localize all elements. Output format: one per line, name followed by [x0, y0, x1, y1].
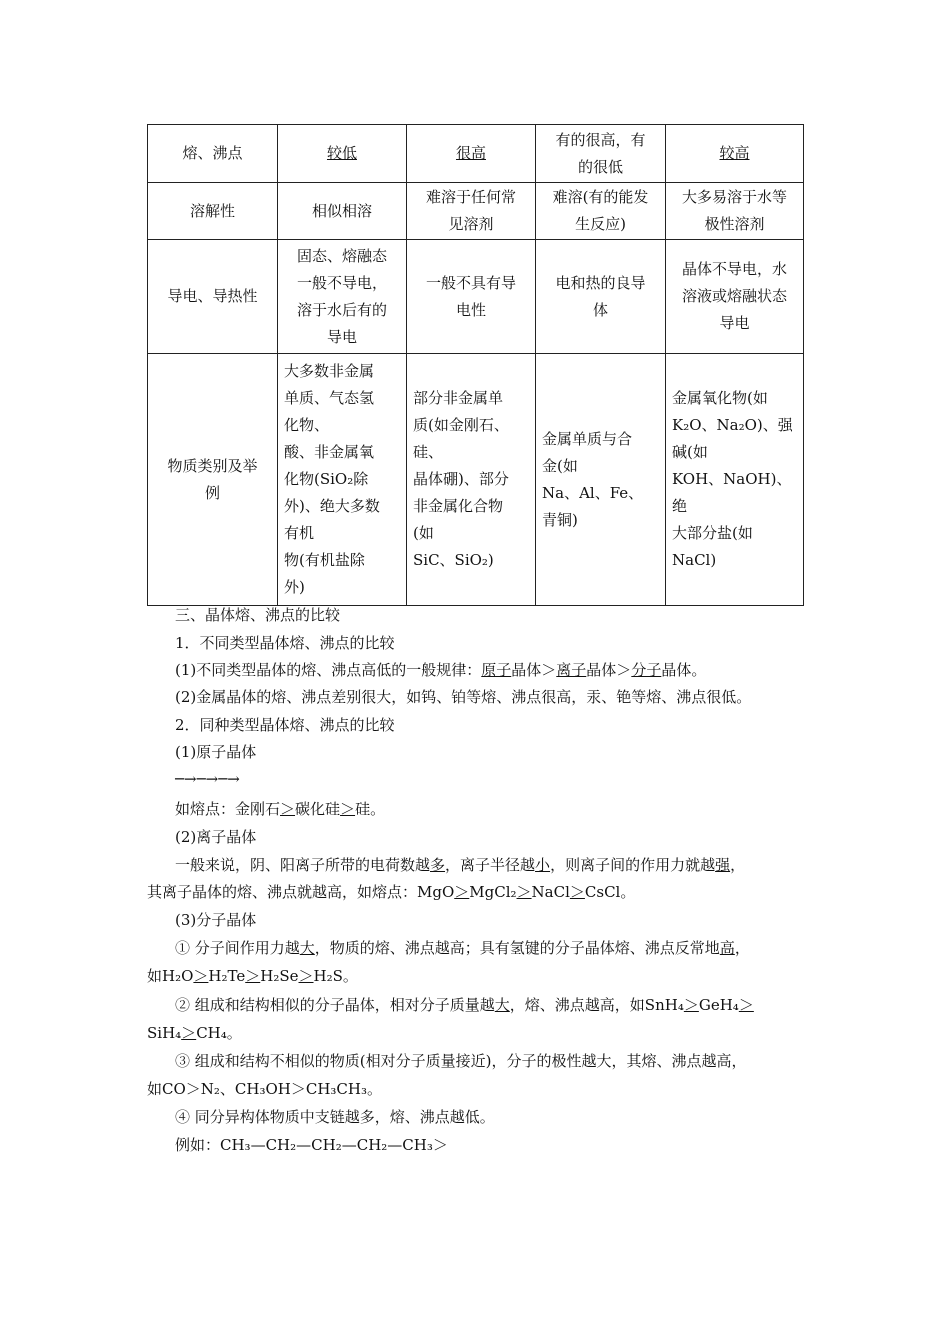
arrow-sequence: ─→─→─→ [175, 770, 240, 788]
subheading: (3)分子晶体 [175, 911, 257, 929]
paragraph: (1)不同类型晶体的熔、沸点高低的一般规律：原子晶体＞离子晶体＞分子晶体。 [175, 661, 707, 679]
paragraph: 如熔点：金刚石＞碳化硅＞硅。 [175, 800, 386, 818]
subheading: (2)离子晶体 [175, 828, 257, 846]
table-cell: 难溶于任何常 见溶剂 [407, 183, 536, 240]
table-cell: 部分非金属单 质(如金刚石、 硅、 晶体硼)、部分 非金属化合物 (如 SiC、SiO₂) [407, 354, 536, 606]
table-cell: 一般不具有导 电性 [407, 240, 536, 354]
table-cell: 晶体不导电，水 溶液或熔融状态 导电 [666, 240, 804, 354]
table-cell: 较低 [278, 125, 407, 183]
row-header: 导电、导热性 [148, 240, 278, 354]
table-cell: 有的很高，有 的很低 [536, 125, 666, 183]
paragraph: ③ 组成和结构不相似的物质(相对分子质量接近)，分子的极性越大，其熔、沸点越高， [175, 1052, 747, 1070]
row-header: 熔、沸点 [148, 125, 278, 183]
section-title: 三、晶体熔、沸点的比较 [175, 606, 341, 624]
table-cell: 金属氧化物(如 K₂O、Na₂O)、强 碱(如 KOH、NaOH)、绝 大部分盐(如 NaCl) [666, 354, 804, 606]
row-header: 溶解性 [148, 183, 278, 240]
subheading: (1)原子晶体 [175, 743, 257, 761]
heading-2: 2．同种类型晶体熔、沸点的比较 [175, 716, 395, 734]
paragraph: ① 分子间作用力越大，物质的熔、沸点越高；具有氢键的分子晶体熔、沸点反常地高， [175, 939, 750, 957]
paragraph: 其离子晶体的熔、沸点就越高，如熔点：MgO＞MgCl₂＞NaCl＞CsCl。 [147, 883, 636, 901]
paragraph: 如CO＞N₂、CH₃OH＞CH₃CH₃。 [147, 1080, 383, 1098]
paragraph: ② 组成和结构相似的分子晶体，相对分子质量越大，熔、沸点越高，如SnH₄＞GeH₄＞ [175, 996, 754, 1014]
row-header: 物质类别及举 例 [148, 354, 278, 606]
table-cell: 电和热的良导 体 [536, 240, 666, 354]
table-row [148, 240, 804, 354]
paragraph: 例如：CH₃—CH₂—CH₂—CH₂—CH₃＞ [175, 1136, 448, 1154]
table-row [148, 354, 804, 606]
table-cell: 较高 [666, 125, 804, 183]
table-cell: 固态、熔融态 一般不导电， 溶于水后有的 导电 [278, 240, 407, 354]
table-cell: 大多易溶于水等 极性溶剂 [666, 183, 804, 240]
table-cell: 很高 [407, 125, 536, 183]
paragraph: SiH₄＞CH₄。 [147, 1024, 242, 1042]
table-cell: 大多数非金属 单质、气态氢 化物、 酸、非金属氧 化物(SiO₂除 外)、绝大多数 有机 物(有机盐除 外) [278, 354, 407, 606]
paragraph: (2)金属晶体的熔、沸点差别很大，如钨、铂等熔、沸点很高，汞、铯等熔、沸点很低。 [175, 688, 752, 706]
crystal-properties-table [147, 124, 804, 606]
paragraph: 一般来说，阴、阳离子所带的电荷数越多，离子半径越小，则离子间的作用力就越强， [175, 856, 746, 874]
paragraph: ④ 同分异构体物质中支链越多，熔、沸点越低。 [175, 1108, 495, 1126]
table-row [148, 125, 804, 183]
table-row [148, 183, 804, 240]
table-cell: 相似相溶 [278, 183, 407, 240]
table-cell: 金属单质与合 金(如 Na、Al、Fe、 青铜) [536, 354, 666, 606]
heading-1: 1．不同类型晶体熔、沸点的比较 [175, 634, 395, 652]
table-cell: 难溶(有的能发 生反应) [536, 183, 666, 240]
paragraph: 如H₂O＞H₂Te＞H₂Se＞H₂S。 [147, 967, 358, 985]
